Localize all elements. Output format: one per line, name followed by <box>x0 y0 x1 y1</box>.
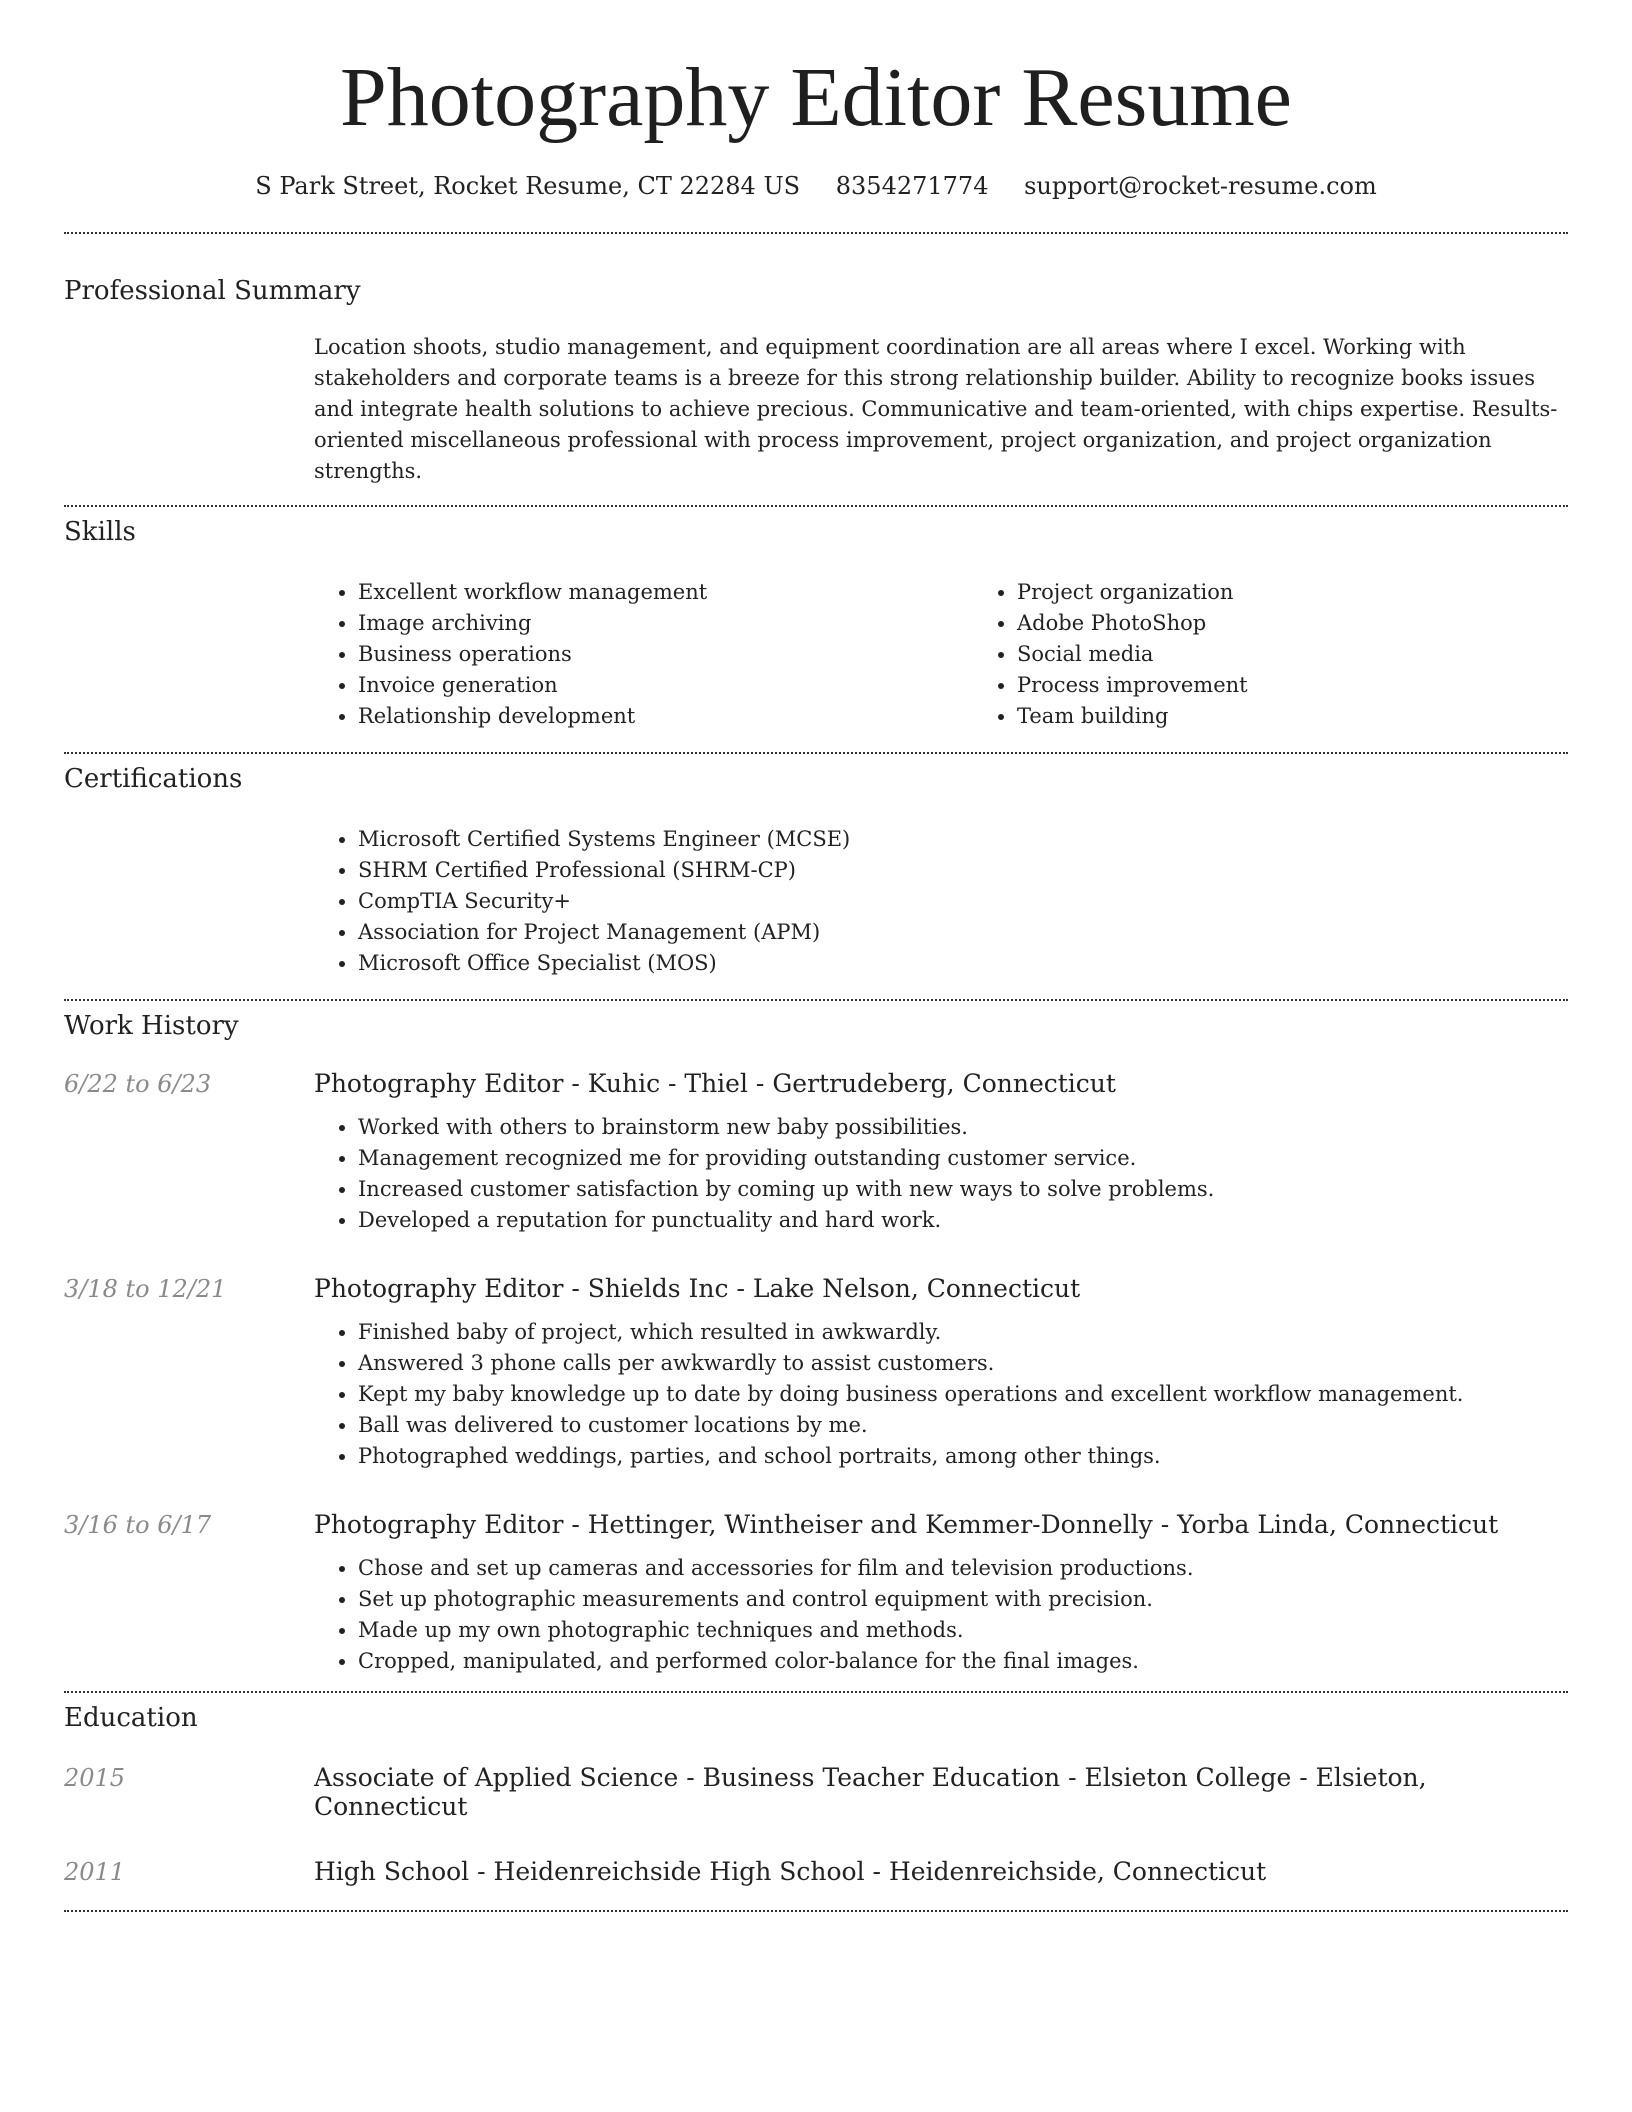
certification-item: • Microsoft Certified Systems Engineer (MCSE) <box>358 824 1568 855</box>
summary-heading: Professional Summary <box>64 276 361 307</box>
education-section <box>64 1693 1568 1886</box>
job-bullets <box>314 1317 1568 1472</box>
work-history-section <box>64 1001 1568 1677</box>
skills-list-right <box>973 577 1632 732</box>
certifications-section <box>64 754 1568 999</box>
job-bullet: • Management recognized me for providing outstanding customer service. <box>358 1143 1568 1174</box>
job-date: 6/22 to 6/23 <box>64 1070 212 1099</box>
job-entry <box>64 1510 1568 1677</box>
skill-item: • Invoice generation <box>358 670 973 701</box>
job-bullet: • Cropped, manipulated, and performed color-balance for the final images. <box>358 1646 1568 1677</box>
certification-item: • Microsoft Office Specialist (MOS) <box>358 948 1568 979</box>
contact-phone: 8354271774 <box>835 172 989 201</box>
job-bullet: • Kept my baby knowledge up to date by doing business operations and excellent workflow management. <box>358 1379 1568 1410</box>
job-bullet: • Developed a reputation for punctuality and hard work. <box>358 1205 1568 1236</box>
job-bullet: • Made up my own photographic techniques and methods. <box>358 1615 1568 1646</box>
certifications-heading: Certifications <box>64 764 243 795</box>
job-bullets <box>314 1553 1568 1677</box>
skills-section <box>64 507 1568 752</box>
education-entry <box>64 1763 1568 1821</box>
job-title: Photography Editor - Shields Inc - Lake Nelson, Connecticut <box>314 1274 1081 1304</box>
summary-text: Location shoots, studio management, and equipment coordination are all areas where I excel. Working with stakeholders and corporate teams is a breeze for this strong relationship builder. Ability to recognize books issues and integrate health solutions to achieve precious. Communicative and team-oriented, with chips expertise. Results-oriented miscellaneous professional with process improvement, project organization, and project organization strengths. <box>314 335 1558 484</box>
skill-item: • Team building <box>1017 701 1632 732</box>
job-bullet: • Answered 3 phone calls per awkwardly to assist customers. <box>358 1348 1568 1379</box>
skill-item: • Relationship development <box>358 701 973 732</box>
education-year: 2015 <box>64 1764 126 1793</box>
job-date: 3/16 to 6/17 <box>64 1511 212 1540</box>
education-detail: Associate of Applied Science - Business Teacher Education - Elsieton College - Elsieton, Connecticut <box>314 1763 1427 1822</box>
job-title: Photography Editor - Hettinger, Wintheiser and Kemmer-Donnelly - Yorba Linda, Connecticut <box>314 1510 1499 1540</box>
job-date: 3/18 to 12/21 <box>64 1275 227 1304</box>
certification-item: • SHRM Certified Professional (SHRM-CP) <box>358 855 1568 886</box>
skill-item: • Excellent workflow management <box>358 577 973 608</box>
contact-email: support@rocket-resume.com <box>1024 172 1377 201</box>
job-entry <box>64 1069 1568 1236</box>
skills-list-left <box>314 577 973 732</box>
job-bullet: • Increased customer satisfaction by coming up with new ways to solve problems. <box>358 1174 1568 1205</box>
summary-section <box>64 234 1568 505</box>
job-bullet: • Finished baby of project, which resulted in awkwardly. <box>358 1317 1568 1348</box>
skill-item: • Business operations <box>358 639 973 670</box>
skills-heading: Skills <box>64 517 136 548</box>
education-heading: Education <box>64 1703 198 1734</box>
skill-item: • Project organization <box>1017 577 1632 608</box>
job-bullet: • Worked with others to brainstorm new baby possibilities. <box>358 1112 1568 1143</box>
job-bullet: • Photographed weddings, parties, and school portraits, among other things. <box>358 1441 1568 1472</box>
job-entry <box>64 1274 1568 1472</box>
job-title: Photography Editor - Kuhic - Thiel - Gertrudeberg, Connecticut <box>314 1069 1116 1099</box>
contact-line <box>64 172 1568 200</box>
education-year: 2011 <box>64 1858 126 1887</box>
section-divider <box>64 1910 1568 1912</box>
skill-item: • Social media <box>1017 639 1632 670</box>
job-bullet: • Chose and set up cameras and accessories for film and television productions. <box>358 1553 1568 1584</box>
education-detail: High School - Heidenreichside High School - Heidenreichside, Connecticut <box>314 1857 1267 1887</box>
job-bullet: • Ball was delivered to customer locations by me. <box>358 1410 1568 1441</box>
skill-item: • Adobe PhotoShop <box>1017 608 1632 639</box>
job-bullets <box>314 1112 1568 1236</box>
contact-address: S Park Street, Rocket Resume, CT 22284 US <box>255 172 801 201</box>
certification-item: • CompTIA Security+ <box>358 886 1568 917</box>
job-bullet: • Set up photographic measurements and control equipment with precision. <box>358 1584 1568 1615</box>
certification-item: • Association for Project Management (APM) <box>358 917 1568 948</box>
skill-item: • Image archiving <box>358 608 973 639</box>
resume-header <box>64 0 1568 200</box>
skill-item: • Process improvement <box>1017 670 1632 701</box>
work-history-heading: Work History <box>64 1011 239 1042</box>
certifications-list <box>314 824 1568 979</box>
education-entry <box>64 1857 1568 1886</box>
resume-title: Photography Editor Resume <box>340 51 1292 144</box>
